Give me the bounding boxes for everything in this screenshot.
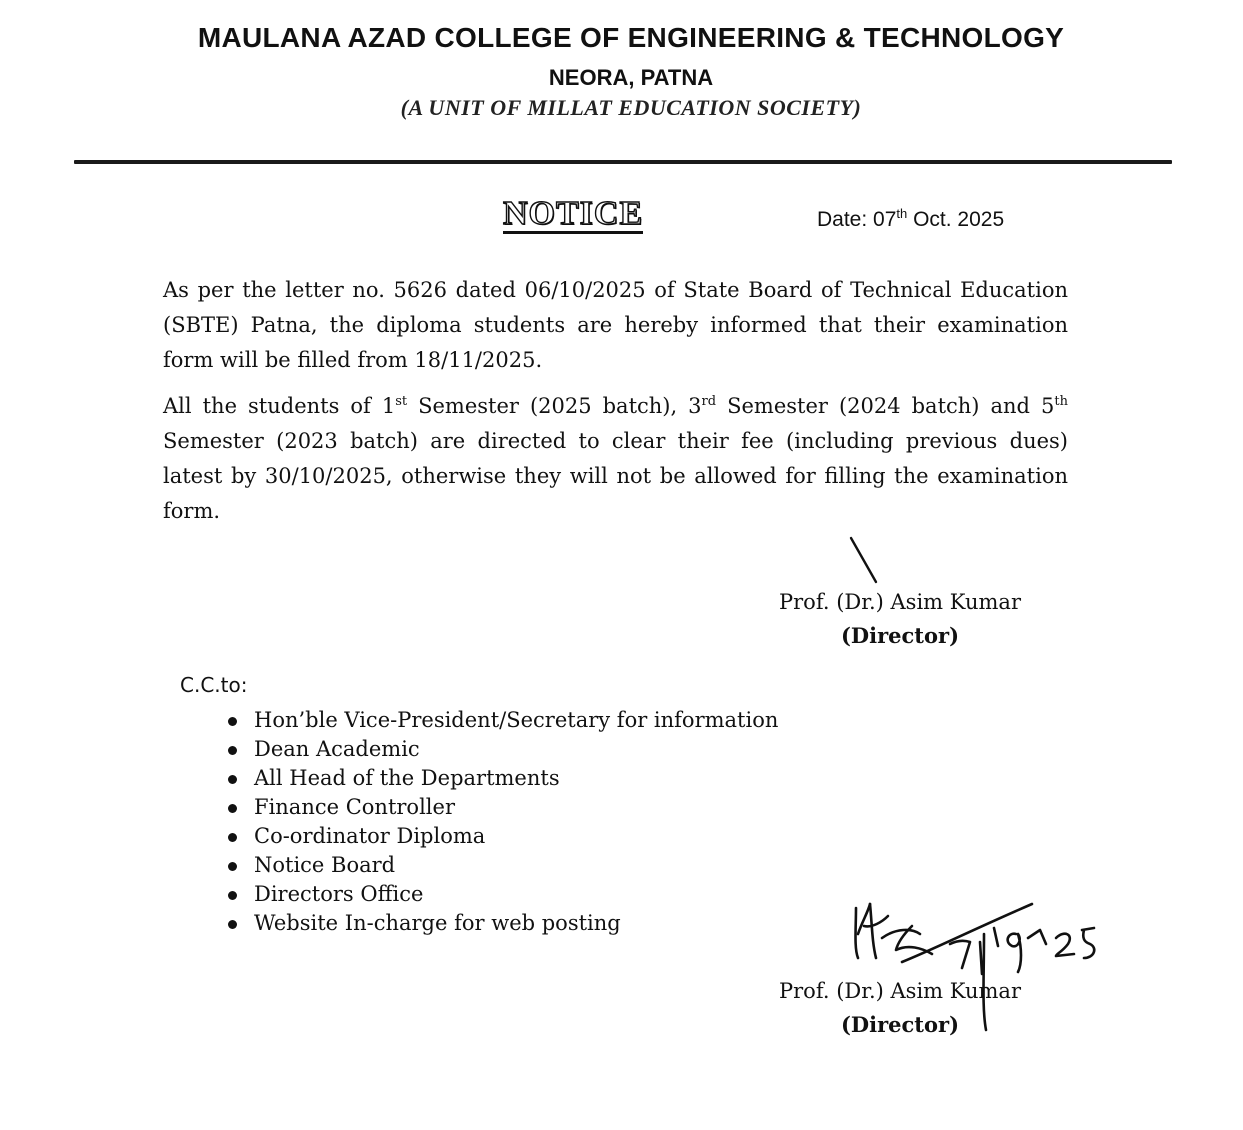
notice-date-ordinal: th xyxy=(896,206,908,221)
cc-item xyxy=(228,735,778,764)
bullet-icon xyxy=(228,891,237,900)
ordinal-st: st xyxy=(395,394,408,409)
header-divider xyxy=(74,160,1172,164)
bullet-icon xyxy=(228,717,237,726)
institution-name: MAULANA AZAD COLLEGE OF ENGINEERING & TECHNOLOGY xyxy=(197,22,1065,53)
paragraph-2-part-b: Semester (2025 batch), 3 xyxy=(407,394,702,418)
signatory-name: Prof. (Dr.) Asim Kumar xyxy=(779,590,1021,614)
cc-label: C.C.to: xyxy=(180,673,248,697)
cc-item-text: Hon’ble Vice-President/Secretary for information xyxy=(254,708,779,732)
paragraph-2-part-c: Semester (2024 batch) and 5 xyxy=(716,394,1055,418)
cc-item-text: All Head of the Departments xyxy=(254,766,560,790)
cc-item xyxy=(228,909,778,938)
notice-date xyxy=(817,208,1004,232)
cc-list xyxy=(228,706,778,938)
bullet-icon xyxy=(228,775,237,784)
ordinal-th: th xyxy=(1054,394,1068,409)
bullet-icon xyxy=(228,920,237,929)
cc-item-text: Co-ordinator Diploma xyxy=(254,824,486,848)
paragraph-2-part-a: All the students of 1 xyxy=(163,394,396,418)
cc-item xyxy=(228,822,778,851)
institution-location: NEORA, PATNA xyxy=(548,65,714,90)
notice-paragraph-1: As per the letter no. 5626 dated 06/10/2025 of State Board of Technical Education (SBTE) Patna, the diploma students are hereby informed that their examination form will be filled from 18/11/2025. xyxy=(163,278,1068,372)
cc-item xyxy=(228,764,778,793)
handwritten-signature xyxy=(842,898,1102,1048)
notice-date-suffix: Oct. 2025 xyxy=(907,208,1005,231)
bullet-icon xyxy=(228,804,237,813)
bullet-icon xyxy=(228,862,237,871)
cc-item-text: Notice Board xyxy=(254,853,396,877)
cc-item-text: Website In-charge for web posting xyxy=(254,911,621,935)
cc-item xyxy=(228,880,778,909)
cc-item-text: Dean Academic xyxy=(254,737,420,761)
cc-item-text: Finance Controller xyxy=(254,795,455,819)
cc-item xyxy=(228,851,778,880)
signatory-designation: (Director) xyxy=(840,623,960,648)
paragraph-2-part-d: Semester (2023 batch) are directed to clear their fee (including previous dues) latest by 30/10/2025, otherwise they will not be allowed for filling the examination form. xyxy=(163,429,1068,523)
signatory-name: Prof. (Dr.) Asim Kumar xyxy=(779,979,1021,1003)
ordinal-rd: rd xyxy=(701,394,717,409)
signatory-block-top xyxy=(772,585,1028,653)
cc-item-text: Directors Office xyxy=(254,882,424,906)
pen-tick-mark xyxy=(845,534,885,586)
notice-paragraph-2 xyxy=(163,389,1068,529)
notice-date-prefix: Date: 07 xyxy=(817,208,897,231)
bullet-icon xyxy=(228,746,237,755)
cc-item xyxy=(228,706,778,735)
institution-unit-line: (A UNIT OF MILLAT EDUCATION SOCIETY) xyxy=(400,95,862,120)
cc-item xyxy=(228,793,778,822)
signatory-designation: (Director) xyxy=(840,1012,960,1037)
bullet-icon xyxy=(228,833,237,842)
notice-title: NOTICE xyxy=(503,195,644,232)
